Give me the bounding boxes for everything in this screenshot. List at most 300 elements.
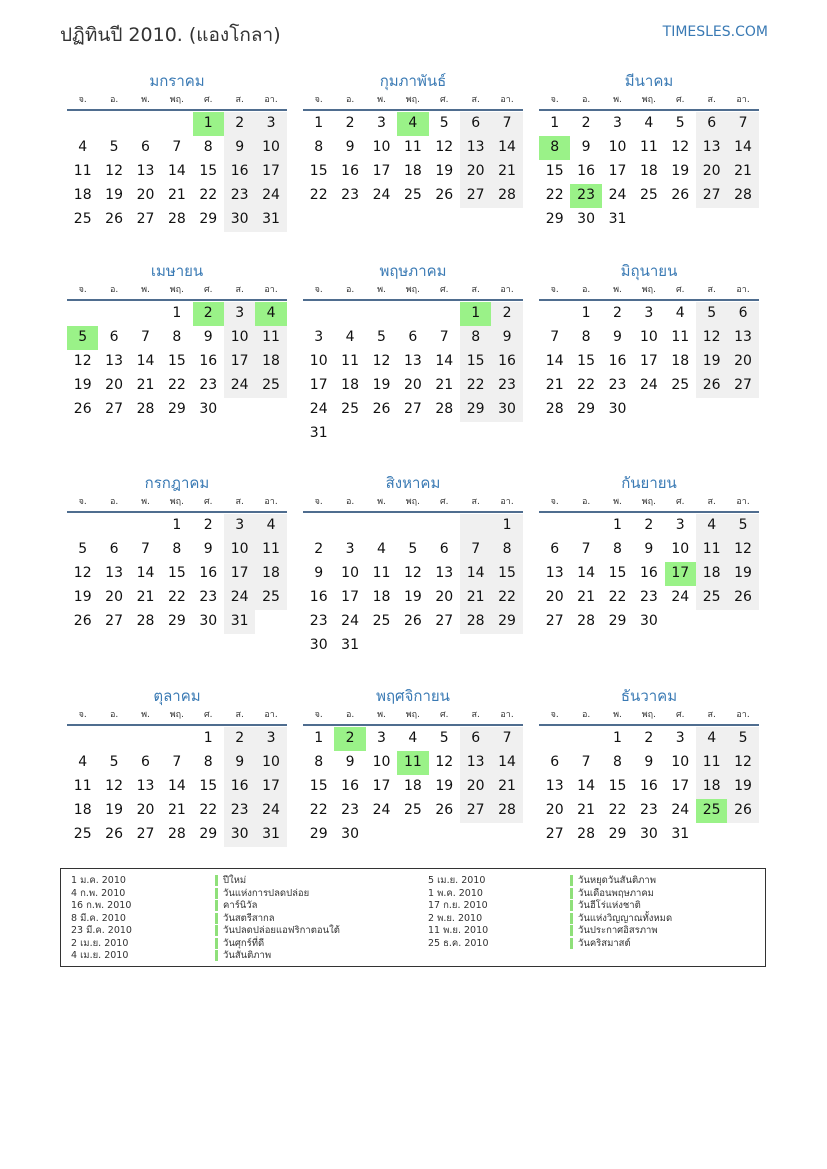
- month-block: [67, 70, 287, 232]
- day-cell: 4: [78, 139, 88, 155]
- day-cell: 20: [460, 160, 491, 184]
- day-cell: 18: [255, 562, 286, 586]
- holiday-day-cell: 5: [67, 326, 98, 350]
- day-cell: 22: [608, 589, 627, 605]
- day-cell: 3: [613, 115, 622, 131]
- day-cell: 22: [608, 802, 627, 818]
- month-name: กุมภาพันธ์: [379, 72, 447, 90]
- empty-cell: [633, 208, 664, 232]
- day-cell: 19: [727, 562, 758, 586]
- weekday-label: พฤ.: [405, 285, 420, 295]
- holiday-day-cell: 17: [665, 562, 696, 586]
- day-cell: 28: [577, 613, 595, 629]
- day-cell: 11: [372, 565, 391, 581]
- day-cell: 12: [73, 353, 92, 369]
- day-cell: 11: [671, 329, 690, 345]
- day-cell: 9: [224, 136, 255, 160]
- legend-date: 2 เม.ย. 2010: [71, 937, 129, 949]
- day-cell: 14: [435, 353, 454, 369]
- day-cell: 18: [73, 187, 92, 203]
- empty-cell: [67, 302, 98, 326]
- legend-holiday-name: คาร์นิวัล: [215, 900, 340, 913]
- day-cell: 10: [341, 565, 359, 581]
- weekday-label: พ.: [613, 497, 622, 507]
- legend-date: 23 มี.ค. 2010: [71, 925, 132, 936]
- weekday-label: พ.: [141, 497, 150, 507]
- day-cell: 21: [727, 160, 758, 184]
- day-cell: 18: [372, 589, 391, 605]
- weekday-label: พฤ.: [641, 710, 656, 720]
- brand-link[interactable]: TIMESLES.COM: [662, 24, 768, 40]
- weekday-label: จ.: [550, 285, 559, 295]
- day-cell: 4: [377, 541, 386, 557]
- empty-cell: [303, 302, 334, 326]
- day-cell: 28: [435, 401, 454, 417]
- day-cell: 10: [309, 353, 328, 369]
- day-cell: 8: [314, 754, 324, 770]
- day-cell: 15: [577, 353, 595, 369]
- day-cell: 8: [581, 329, 591, 345]
- day-cell: 20: [435, 589, 454, 605]
- weekday-label: จ.: [550, 710, 559, 720]
- day-cell: 8: [314, 139, 324, 155]
- day-cell: 23: [639, 802, 658, 818]
- day-cell: 9: [314, 565, 324, 581]
- weekday-label: ศ.: [203, 95, 213, 105]
- day-cell: 20: [460, 775, 491, 799]
- weekday-label: อา.: [264, 285, 278, 295]
- empty-cell: [130, 112, 161, 136]
- day-cell: 16: [577, 163, 595, 179]
- weekday-label: พ.: [613, 285, 622, 295]
- day-cell: 21: [491, 775, 522, 799]
- day-cell: 16: [491, 350, 522, 374]
- empty-cell: [429, 514, 460, 538]
- day-cell: 22: [167, 589, 186, 605]
- weekday-label: พ.: [141, 95, 150, 105]
- empty-cell: [67, 514, 98, 538]
- weekday-label: พ.: [377, 497, 386, 507]
- day-cell: 14: [491, 751, 522, 775]
- day-grid: [67, 513, 287, 634]
- holiday-day-cell: 4: [255, 302, 286, 326]
- day-cell: 23: [199, 589, 218, 605]
- weekday-label: อ.: [581, 710, 591, 720]
- weekday-label: ศ.: [439, 95, 449, 105]
- day-cell: 29: [309, 826, 328, 842]
- day-cell: 22: [491, 586, 522, 610]
- month-block: [67, 260, 287, 422]
- day-cell: 14: [577, 565, 595, 581]
- holiday-day-cell: 1: [460, 302, 491, 326]
- weekday-header: [539, 282, 759, 301]
- weekday-header: [67, 494, 287, 513]
- day-cell: 31: [255, 208, 286, 232]
- day-cell: 15: [167, 565, 186, 581]
- weekday-label: ศ.: [675, 710, 685, 720]
- weekday-label: ส.: [235, 95, 244, 105]
- month-name: พฤศจิกายน: [376, 687, 450, 705]
- day-cell: 23: [224, 799, 255, 823]
- weekday-label: ศ.: [203, 497, 213, 507]
- empty-cell: [727, 208, 758, 232]
- day-cell: 16: [199, 565, 218, 581]
- day-grid: [539, 513, 759, 634]
- day-cell: 28: [460, 610, 491, 634]
- empty-cell: [491, 823, 522, 847]
- empty-cell: [429, 302, 460, 326]
- day-cell: 6: [460, 112, 491, 136]
- month-block: [303, 70, 523, 208]
- empty-cell: [665, 208, 696, 232]
- weekday-label: อ.: [581, 95, 591, 105]
- weekday-header: [539, 707, 759, 726]
- day-cell: 28: [167, 211, 186, 227]
- weekday-label: พฤ.: [169, 710, 184, 720]
- day-cell: 21: [167, 187, 186, 203]
- empty-cell: [67, 727, 98, 751]
- weekday-label: พฤ.: [405, 497, 420, 507]
- day-cell: 17: [639, 353, 658, 369]
- day-cell: 31: [341, 637, 359, 653]
- day-cell: 8: [203, 139, 213, 155]
- day-cell: 16: [608, 353, 627, 369]
- month-block: [539, 260, 759, 422]
- weekday-label: พฤ.: [169, 95, 184, 105]
- day-cell: 5: [408, 541, 418, 557]
- day-cell: 3: [314, 329, 324, 345]
- legend-date: 25 ธ.ค. 2010: [428, 937, 489, 949]
- weekday-label: ศ.: [439, 285, 449, 295]
- legend-date: 5 เม.ย. 2010: [428, 875, 486, 886]
- day-cell: 16: [224, 775, 255, 799]
- legend-date: 4 เม.ย. 2010: [71, 950, 129, 961]
- day-cell: 7: [491, 727, 522, 751]
- weekday-label: ส.: [707, 710, 716, 720]
- empty-cell: [696, 398, 727, 422]
- day-cell: 28: [136, 401, 155, 417]
- empty-cell: [570, 514, 601, 538]
- day-cell: 7: [550, 329, 560, 345]
- day-cell: 31: [608, 211, 627, 227]
- day-cell: 4: [345, 329, 355, 345]
- day-cell: 27: [545, 613, 564, 629]
- day-cell: 30: [341, 826, 359, 842]
- day-cell: 7: [141, 329, 150, 345]
- empty-cell: [429, 422, 460, 446]
- day-cell: 4: [644, 115, 654, 131]
- day-cell: 26: [105, 826, 123, 842]
- day-cell: 7: [141, 541, 150, 557]
- holiday-day-cell: 2: [334, 727, 365, 751]
- legend-date: 1 ม.ค. 2010: [71, 875, 126, 886]
- day-cell: 18: [696, 775, 727, 799]
- day-grid: [303, 301, 523, 446]
- month-block: [539, 70, 759, 232]
- day-cell: 12: [671, 139, 690, 155]
- day-cell: 16: [341, 778, 359, 794]
- day-cell: 25: [341, 401, 359, 417]
- day-cell: 27: [105, 401, 123, 417]
- day-cell: 11: [696, 751, 727, 775]
- day-cell: 13: [136, 778, 155, 794]
- day-cell: 27: [460, 184, 491, 208]
- weekday-label: พฤ.: [405, 95, 420, 105]
- day-cell: 1: [491, 514, 522, 538]
- weekday-label: ศ.: [675, 497, 685, 507]
- day-cell: 14: [491, 136, 522, 160]
- empty-cell: [665, 610, 696, 634]
- weekday-label: จ.: [550, 497, 559, 507]
- day-cell: 4: [78, 754, 88, 770]
- weekday-label: จ.: [314, 285, 323, 295]
- legend-dates-col-2: [428, 875, 489, 950]
- weekday-label: อ.: [109, 95, 119, 105]
- day-cell: 23: [639, 589, 658, 605]
- weekday-label: อา.: [264, 497, 278, 507]
- empty-cell: [303, 514, 334, 538]
- empty-cell: [67, 112, 98, 136]
- day-cell: 25: [403, 802, 422, 818]
- day-grid: [539, 301, 759, 422]
- weekday-header: [67, 282, 287, 301]
- weekday-label: พ.: [377, 710, 386, 720]
- day-cell: 15: [309, 163, 328, 179]
- day-cell: 14: [167, 778, 186, 794]
- day-cell: 26: [73, 401, 92, 417]
- day-cell: 13: [136, 163, 155, 179]
- day-cell: 9: [644, 541, 654, 557]
- day-cell: 30: [199, 401, 218, 417]
- day-cell: 12: [372, 353, 391, 369]
- day-cell: 15: [545, 163, 564, 179]
- day-cell: 5: [109, 139, 119, 155]
- empty-cell: [727, 398, 758, 422]
- weekday-label: พฤ.: [641, 95, 656, 105]
- empty-cell: [539, 514, 570, 538]
- empty-cell: [366, 302, 397, 326]
- day-cell: 26: [105, 211, 123, 227]
- day-cell: 27: [696, 184, 727, 208]
- day-cell: 6: [109, 329, 119, 345]
- weekday-label: พ.: [613, 95, 622, 105]
- day-cell: 20: [545, 589, 564, 605]
- day-cell: 26: [435, 802, 454, 818]
- day-cell: 6: [141, 754, 150, 770]
- day-cell: 10: [372, 139, 391, 155]
- day-cell: 18: [73, 802, 92, 818]
- empty-cell: [397, 422, 428, 446]
- day-cell: 29: [608, 826, 627, 842]
- holiday-legend: [60, 868, 766, 967]
- day-cell: 6: [727, 302, 758, 326]
- weekday-label: อ.: [109, 285, 119, 295]
- day-grid: [303, 726, 523, 847]
- day-cell: 11: [73, 778, 92, 794]
- day-cell: 24: [372, 802, 391, 818]
- day-cell: 14: [460, 562, 491, 586]
- holiday-day-cell: 4: [397, 112, 428, 136]
- day-cell: 25: [696, 586, 727, 610]
- day-cell: 11: [341, 353, 359, 369]
- day-cell: 7: [172, 139, 182, 155]
- empty-cell: [491, 634, 522, 658]
- empty-cell: [429, 823, 460, 847]
- holiday-day-cell: 1: [193, 112, 224, 136]
- weekday-label: ศ.: [203, 285, 213, 295]
- month-name: มีนาคม: [624, 72, 674, 90]
- day-cell: 1: [581, 305, 591, 321]
- day-cell: 15: [199, 778, 218, 794]
- legend-date: 2 พ.ย. 2010: [428, 912, 483, 924]
- empty-cell: [696, 610, 727, 634]
- day-cell: 10: [372, 754, 391, 770]
- day-cell: 28: [545, 401, 564, 417]
- weekday-label: อ.: [581, 285, 591, 295]
- empty-cell: [334, 422, 365, 446]
- day-cell: 2: [224, 727, 255, 751]
- day-cell: 18: [403, 163, 422, 179]
- day-cell: 22: [167, 377, 186, 393]
- day-cell: 19: [372, 377, 391, 393]
- weekday-label: ส.: [707, 95, 716, 105]
- day-grid: [303, 111, 523, 208]
- empty-cell: [255, 398, 286, 422]
- day-cell: 15: [309, 778, 328, 794]
- day-cell: 19: [435, 778, 454, 794]
- day-cell: 9: [613, 329, 622, 345]
- day-cell: 29: [577, 401, 595, 417]
- day-cell: 24: [608, 187, 627, 203]
- day-cell: 28: [727, 184, 758, 208]
- day-cell: 5: [109, 754, 119, 770]
- weekday-label: อา.: [264, 710, 278, 720]
- day-cell: 17: [255, 775, 286, 799]
- day-cell: 17: [255, 160, 286, 184]
- day-cell: 20: [136, 187, 155, 203]
- day-cell: 30: [491, 398, 522, 422]
- weekday-label: อา.: [736, 497, 750, 507]
- day-cell: 7: [727, 112, 758, 136]
- day-cell: 5: [727, 727, 758, 751]
- day-cell: 29: [167, 613, 186, 629]
- day-cell: 15: [167, 353, 186, 369]
- month-name: มกราคม: [149, 72, 205, 90]
- day-cell: 1: [314, 730, 324, 746]
- month-name: ธันวาคม: [620, 687, 678, 705]
- day-cell: 20: [545, 802, 564, 818]
- day-cell: 6: [141, 139, 150, 155]
- month-name: เมษายน: [150, 262, 204, 280]
- empty-cell: [727, 823, 758, 847]
- day-cell: 2: [644, 730, 654, 746]
- day-cell: 1: [613, 730, 622, 746]
- day-cell: 12: [105, 778, 123, 794]
- holiday-day-cell: 11: [397, 751, 428, 775]
- day-cell: 17: [224, 350, 255, 374]
- day-cell: 10: [639, 329, 658, 345]
- empty-cell: [334, 514, 365, 538]
- day-cell: 4: [696, 514, 727, 538]
- weekday-label: พฤ.: [641, 497, 656, 507]
- day-cell: 3: [377, 115, 386, 131]
- day-cell: 19: [105, 187, 123, 203]
- day-cell: 7: [172, 754, 182, 770]
- day-cell: 11: [255, 326, 286, 350]
- empty-cell: [539, 302, 570, 326]
- legend-holiday-name: วันคริสมาสต์: [570, 938, 672, 951]
- day-cell: 5: [696, 302, 727, 326]
- day-cell: 29: [199, 211, 218, 227]
- empty-cell: [460, 634, 491, 658]
- day-grid: [67, 301, 287, 422]
- day-cell: 23: [491, 374, 522, 398]
- day-cell: 28: [491, 799, 522, 823]
- month-block: [303, 260, 523, 446]
- day-cell: 31: [255, 823, 286, 847]
- legend-holiday-name: วันเดือนพฤษภาคม: [570, 888, 672, 901]
- legend-holiday-name: วันสันติภาพ: [215, 950, 340, 963]
- empty-cell: [98, 112, 129, 136]
- day-cell: 17: [309, 377, 328, 393]
- day-cell: 16: [199, 353, 218, 369]
- day-cell: 25: [73, 826, 92, 842]
- day-cell: 13: [545, 565, 564, 581]
- weekday-header: [303, 92, 523, 111]
- day-cell: 31: [309, 425, 328, 441]
- day-cell: 4: [255, 514, 286, 538]
- legend-date: 16 ก.พ. 2010: [71, 900, 132, 911]
- day-cell: 15: [608, 565, 627, 581]
- day-cell: 12: [435, 754, 454, 770]
- day-cell: 19: [73, 589, 92, 605]
- empty-cell: [539, 727, 570, 751]
- day-cell: 25: [639, 187, 658, 203]
- day-cell: 12: [727, 751, 758, 775]
- day-cell: 27: [460, 799, 491, 823]
- day-cell: 12: [73, 565, 92, 581]
- empty-cell: [161, 112, 192, 136]
- day-cell: 23: [608, 377, 627, 393]
- weekday-header: [303, 707, 523, 726]
- empty-cell: [334, 302, 365, 326]
- day-cell: 6: [550, 754, 560, 770]
- day-cell: 24: [255, 184, 286, 208]
- month-name: กันยายน: [621, 474, 677, 492]
- day-cell: 6: [550, 541, 560, 557]
- day-cell: 12: [105, 163, 123, 179]
- weekday-label: พ.: [613, 710, 622, 720]
- day-cell: 2: [345, 115, 355, 131]
- day-cell: 24: [341, 613, 359, 629]
- day-cell: 6: [460, 727, 491, 751]
- legend-holiday-name: วันศุกร์ที่ดี: [215, 938, 340, 951]
- day-cell: 13: [105, 565, 123, 581]
- day-cell: 31: [671, 826, 690, 842]
- day-cell: 12: [696, 326, 727, 350]
- day-cell: 3: [255, 727, 286, 751]
- day-cell: 9: [203, 329, 213, 345]
- empty-cell: [570, 727, 601, 751]
- day-cell: 29: [608, 613, 627, 629]
- weekday-label: จ.: [78, 497, 87, 507]
- legend-date: 17 ก.ย. 2010: [428, 900, 488, 911]
- day-cell: 13: [727, 326, 758, 350]
- day-cell: 8: [172, 329, 182, 345]
- weekday-label: อ.: [345, 95, 355, 105]
- weekday-label: ศ.: [675, 285, 685, 295]
- weekday-label: อ.: [345, 497, 355, 507]
